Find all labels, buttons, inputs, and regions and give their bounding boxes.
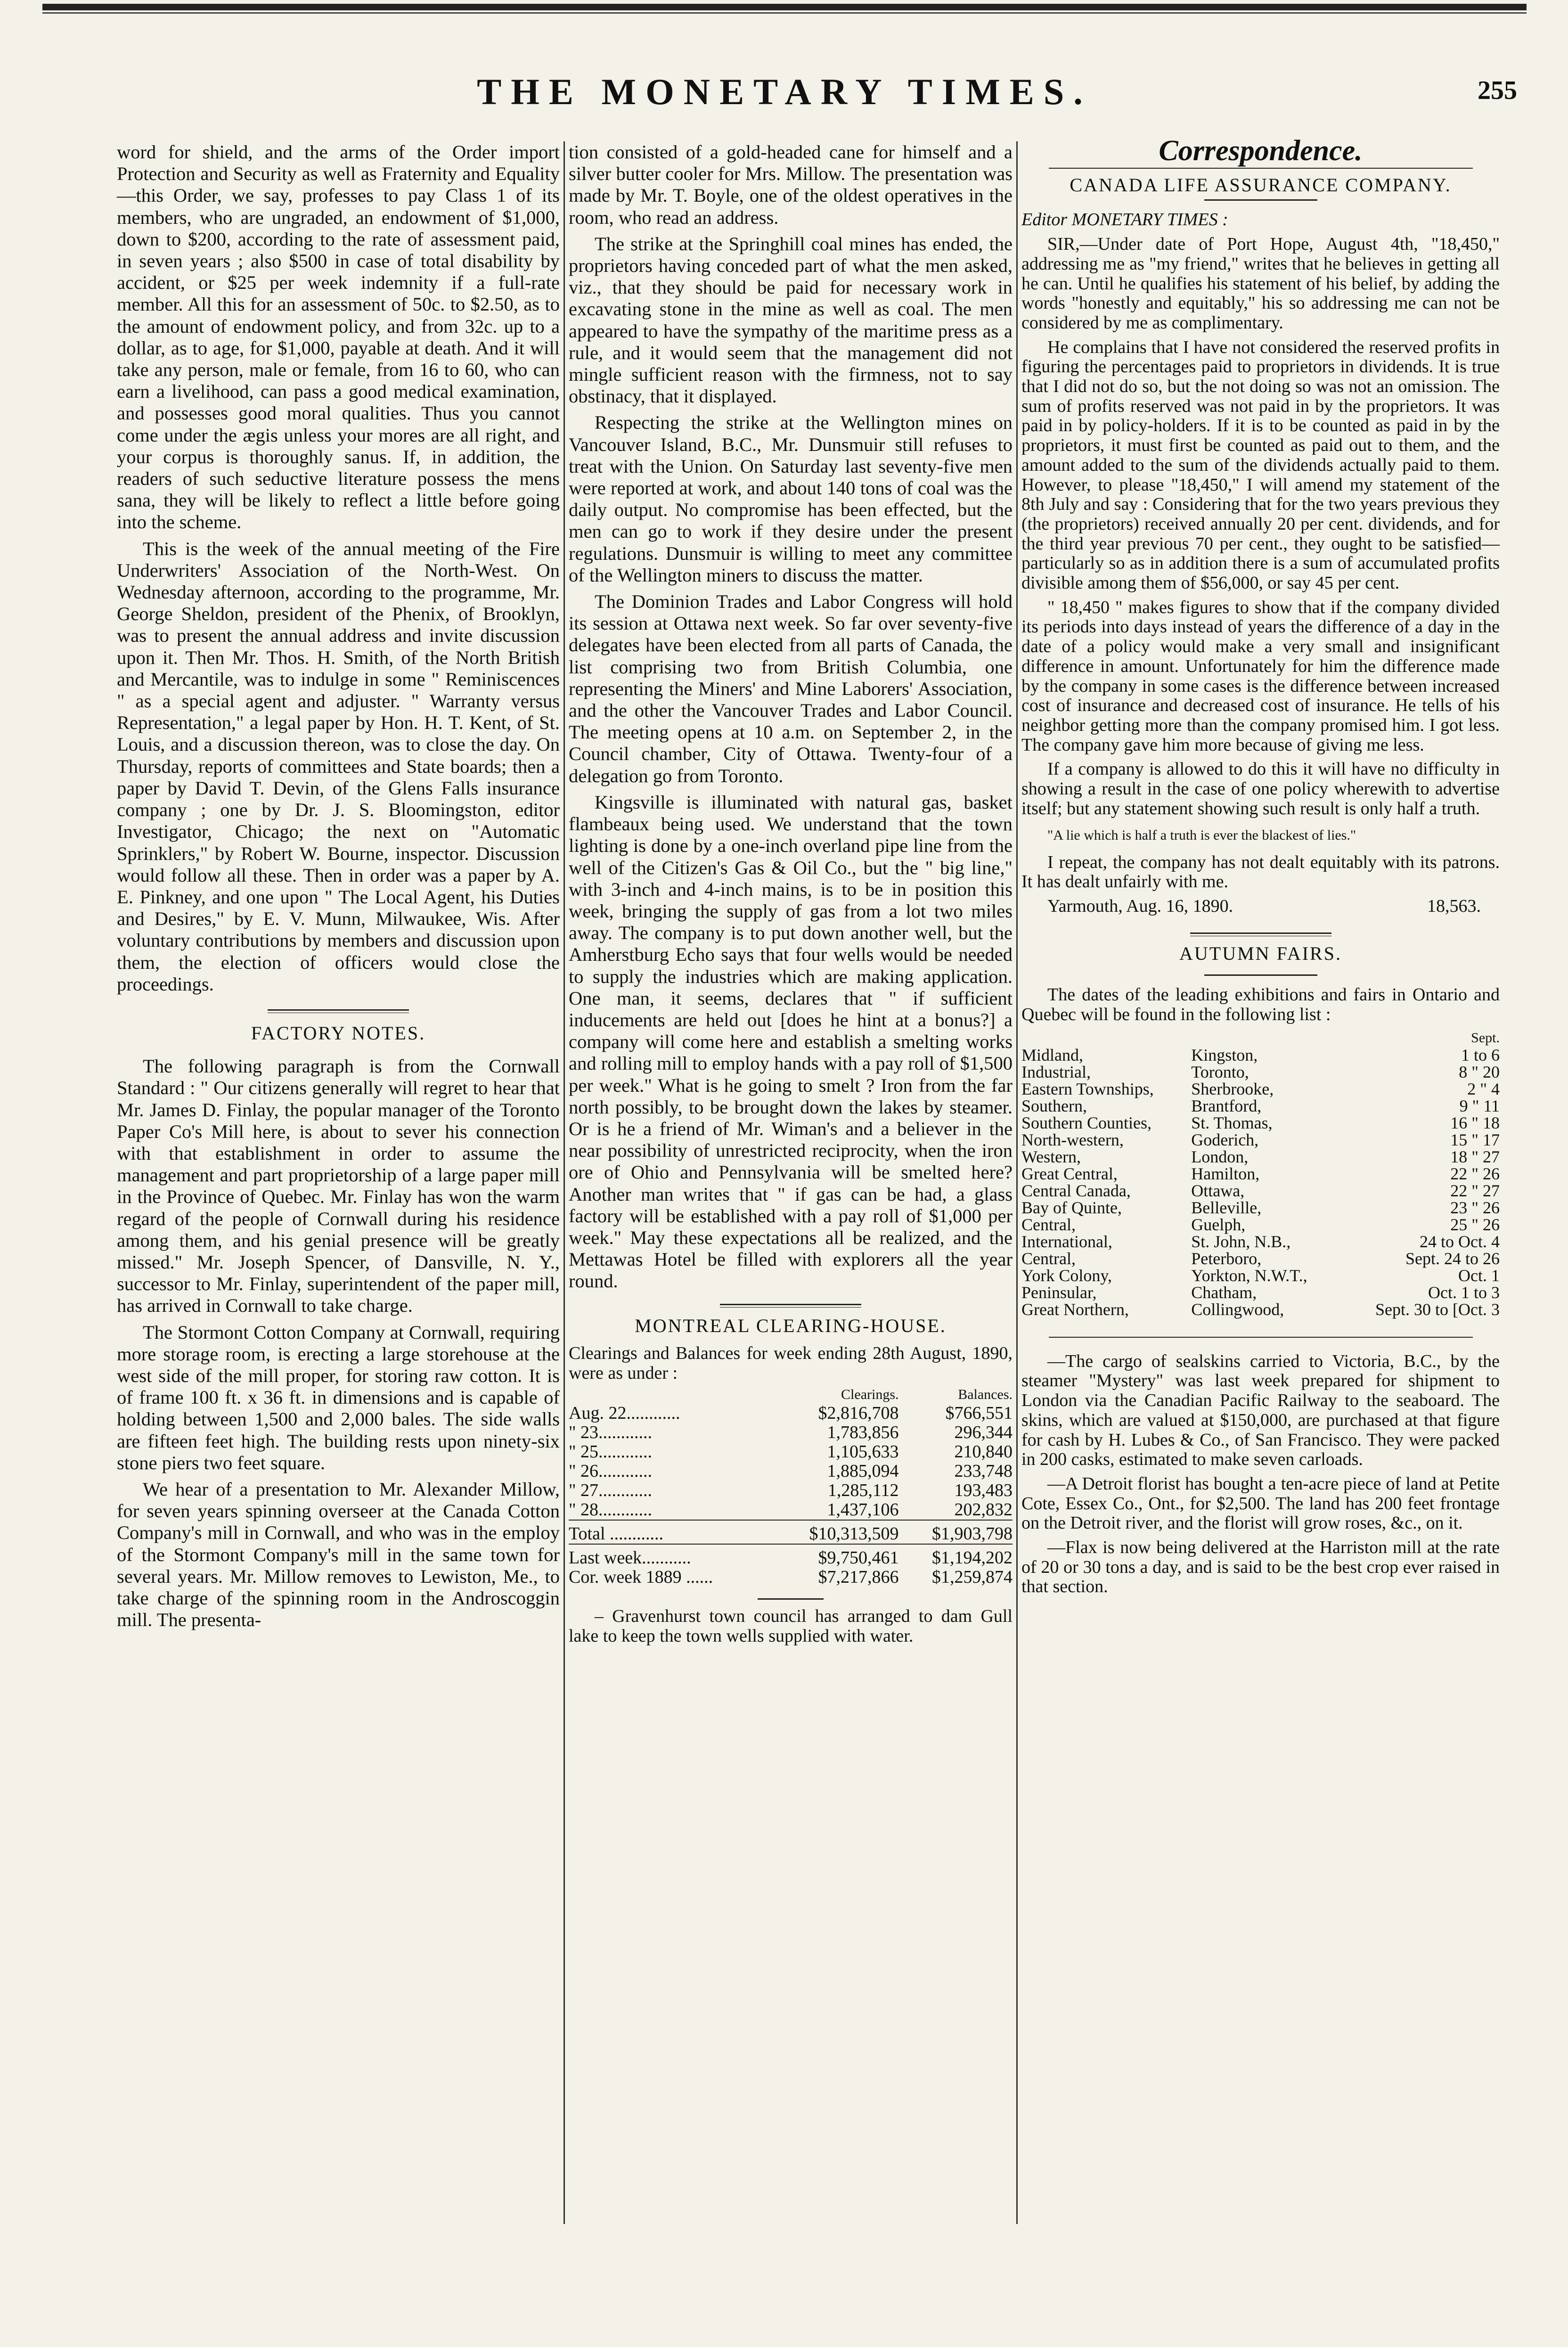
editor-salutation: Editor MONETARY TIMES : (1021, 210, 1228, 230)
fair-date: 24 to Oct. 4 (1420, 1232, 1500, 1251)
paragraph: —The cargo of sealskins carried to Victoria, B.C., by the steamer "Mystery" was last week prepared for shipment to London via the Canadian Pacific Railway to the seaboard. The skins, which are valued at $150,000, are purchased at that figure for cash by H. Lubes & Co., of San Francisco. They were packed in 200 casks, estimated to make seven carloads. (1021, 1351, 1500, 1470)
clearing-table (569, 1386, 1013, 1587)
balances-cell: 202,832 (954, 1499, 1013, 1520)
table-row (1021, 1165, 1500, 1182)
fair-date: Oct. 1 (1458, 1266, 1500, 1285)
top-border-thin-rule (42, 12, 1527, 14)
row-label: Cor. week 1889 ...... (569, 1567, 713, 1587)
signature-line (1021, 897, 1500, 916)
fair-place: Peterboro, (1191, 1249, 1262, 1268)
balances-cell: 210,840 (954, 1441, 1013, 1462)
fair-place: Yorkton, N.W.T., (1191, 1266, 1307, 1285)
balances-cell: $1,903,798 (932, 1523, 1013, 1544)
table-row (569, 1442, 1013, 1462)
fair-place: Guelph, (1191, 1215, 1246, 1234)
fair-place: Brantford, (1191, 1096, 1262, 1115)
row-label: Aug. 22............ (569, 1403, 680, 1423)
fair-name: Great Central, (1021, 1164, 1118, 1183)
fair-place: Ottawa, (1191, 1181, 1245, 1200)
row-label: " 25............ (569, 1441, 653, 1462)
table-row (1021, 1047, 1500, 1063)
section-rule (1049, 1337, 1473, 1338)
clearings-cell: $9,750,461 (818, 1547, 899, 1568)
section-rule (268, 1009, 409, 1011)
fair-name: Central Canada, (1021, 1181, 1131, 1200)
fair-date: 22 " 27 (1450, 1181, 1500, 1200)
table-row (1021, 1131, 1500, 1148)
table-row (569, 1423, 1013, 1442)
balances-cell: $1,259,874 (932, 1567, 1013, 1587)
fair-name: North-western, (1021, 1130, 1124, 1149)
fair-place: Collingwood, (1191, 1300, 1284, 1319)
table-row (569, 1481, 1013, 1500)
column-divider (1016, 141, 1018, 2224)
paragraph: If a company is allowed to do this it will have no difficulty in showing a result in the case of one policy wherewith to advertise itself; but any statement showing such result is only half a truth. (1021, 759, 1500, 818)
paragraph: SIR,—Under date of Port Hope, August 4th, "18,450," addressing me as "my friend," writes that he believes in getting all he can. Until he qualifies his statement of his belief, by adding the words "honestly and equitably," his so addressing me can not be considered by me as complimentary. (1021, 234, 1500, 333)
paragraph: tion consisted of a gold-headed cane for himself and a silver butter cooler for Mrs. Millow. The presentation was made by Mr. T. Boyle, one of the oldest operatives in the room, who read an address. (569, 141, 1013, 228)
fair-place: Goderich, (1191, 1130, 1259, 1149)
table-row (1021, 1114, 1500, 1131)
section-rule (720, 1307, 861, 1308)
table-row-total (569, 1520, 1013, 1544)
fair-name: Midland, (1021, 1045, 1083, 1064)
fair-date: 23 " 26 (1450, 1198, 1500, 1217)
fair-date: 2 " 4 (1467, 1079, 1500, 1098)
clearings-cell: 1,105,633 (827, 1441, 899, 1462)
row-label: " 26............ (569, 1461, 653, 1481)
fair-name: Southern, (1021, 1096, 1087, 1115)
top-border-rule (42, 4, 1527, 10)
fair-date: Sept. 30 to [Oct. 3 (1375, 1300, 1500, 1319)
table-row (1021, 1284, 1500, 1301)
clearing-intro: Clearings and Balances for week ending 28th August, 1890, were as under : (569, 1343, 1013, 1383)
column-1 (117, 141, 560, 1636)
paragraph: " 18,450 " makes figures to show that if the company divided its periods into days instead of years the difference of a day in the date of a policy would make a very small and insignificant difference in amount. Unfortunately for him the difference made by the company in some cases is the difference between increased cost of insurance and decreased cost of insurance. He tells of his neighbor getting more than the company promised him. I got less. The company gave him more because of giving me less. (1021, 597, 1500, 755)
fair-date: 8 " 20 (1459, 1062, 1500, 1081)
clearing-house-heading: MONTREAL CLEARING-HOUSE. (635, 1315, 947, 1336)
table-row (1021, 1233, 1500, 1250)
fair-name: Bay of Quinte, (1021, 1198, 1122, 1217)
balances-cell: $1,194,202 (932, 1547, 1013, 1568)
clearings-cell: 1,885,094 (827, 1461, 899, 1481)
section-heading: FACTORY NOTES. (251, 1022, 426, 1044)
quotation: "A lie which is half a truth is ever the blackest of lies." (1047, 827, 1356, 843)
fair-place: Toronto, (1191, 1062, 1249, 1081)
table-row (1021, 1216, 1500, 1233)
paragraph: The Stormont Cotton Company at Cornwall, requiring more storage room, is erecting a large storehouse at the west side of the mill proper, for storing raw cotton. It is of frame 100 ft. x 36 ft. in dimensions and is capable of holding between 1,500 and 2,000 bales. The side walls are fifteen feet high. The building rests upon ninety-six stone piers two feet square. (117, 1321, 560, 1473)
newspaper-title: THE MONETARY TIMES. (477, 71, 1092, 112)
column-3 (1021, 135, 1500, 1602)
fair-date: Oct. 1 to 3 (1428, 1283, 1500, 1302)
clearings-cell: $2,816,708 (818, 1403, 899, 1423)
paragraph: I repeat, the company has not dealt equitably with its patrons. It has dealt unfairly with me. (1021, 852, 1500, 892)
paragraph: He complains that I have not considered the reserved profits in figuring the percentages paid to proprietors in dividends. It is true that I did not do so, but the not doing so was not an omission. The sum of profits reserved was not paid in by the proprietors. It was paid in by policy-holders. If it is to be counted as paid in by the proprietors, it must first be counted as paid out to them, and the amount added to the sum of the dividends actually paid to them. However, to please "18,450," I will amend my statement of the 8th July and say : Considering that for the two years previous they (the proprietors) received annually 20 per cent. dividends, and for the third year previous 70 per cent., they ought to be satisfied—particularly so as in addition there is a sum of accumulated profits divisible among them of $56,000, or say 45 per cent. (1021, 337, 1500, 593)
balances-cell: 193,483 (954, 1480, 1013, 1500)
short-rule (758, 1598, 824, 1600)
clearings-cell: $10,313,509 (809, 1523, 899, 1544)
fair-name: Southern Counties, (1021, 1113, 1152, 1132)
paragraph: The dates of the leading exhibitions and fairs in Ontario and Quebec will be found in the following list : (1021, 985, 1500, 1025)
paragraph: The following paragraph is from the Cornwall Standard : " Our citizens generally will regret to hear that Mr. James D. Finlay, the popular manager of the Toronto Paper Co's Mill here, is about to sever his connection with that establishment in order to assume the management and part proprietorship of a large paper mill in the Province of Quebec. Mr. Finlay has won the warm regard of the people of Cornwall during his residence among them, and his genial presence will be greatly missed." Mr. Joseph Spencer, of Dansville, N. Y., successor to Mr. Finlay, superintendent of the paper mill, has arrived in Cornwall to take charge. (117, 1055, 560, 1317)
fair-date: 18 " 27 (1450, 1147, 1500, 1166)
fair-name: Central, (1021, 1249, 1076, 1268)
fair-name: Central, (1021, 1215, 1076, 1234)
fair-place: Chatham, (1191, 1283, 1257, 1302)
row-label: " 27............ (569, 1480, 653, 1500)
masthead (42, 71, 1527, 132)
fair-date: Sept. 24 to 26 (1405, 1249, 1500, 1268)
clearings-cell: $7,217,866 (818, 1567, 899, 1587)
fair-date: 15 " 17 (1450, 1130, 1500, 1149)
clearings-cell: 1,285,112 (827, 1480, 899, 1500)
section-heading: CANADA LIFE ASSURANCE COMPANY. (1070, 174, 1452, 196)
table-row (1021, 1182, 1500, 1199)
table-row (569, 1462, 1013, 1481)
short-rule (1204, 199, 1317, 201)
fair-place: Sherbrooke, (1191, 1079, 1274, 1098)
clearings-cell: 1,783,856 (827, 1422, 899, 1442)
fair-name: York Colony, (1021, 1266, 1112, 1285)
table-row (1021, 1250, 1500, 1267)
correspondence-heading: Correspondence. (1159, 135, 1363, 167)
fair-name: International, (1021, 1232, 1112, 1251)
column-divider (564, 141, 565, 2224)
paragraph: Kingsville is illuminated with natural gas, basket flambeaux being used. We understand that the town lighting is done by a one-inch overland pipe line from the well of the Citizen's Gas & Oil Co., but the " big line," with 3-inch and 4-inch mains, is to be in position this week, bringing the supply of gas from a lot two miles away. The company is to put down another well, but the Amherstburg Echo says that four wells would be needed to supply the industries which are making application. One man, it seems, declares that " if sufficient inducements are held out [does he hint at a bonus?] a company will come here and establish a smelting works and rolling mill to employ hands with a pay roll of $1,500 per week." What is he going to smelt ? Iron from the far north possibly, to be brought down the lakes by steamer. Or is he a friend of Mr. Wiman's and a believer in the near possibility of unrestricted reciprocity, when the iron ore of Ohio and Pennsylvania will be smelted here? Another man writes that " if gas can be had, a glass factory will be established with a pay roll of $1,000 per week." May these expectations all be realized, and the Mettawas Hotel be filled with explorers all the year round. (569, 791, 1013, 1292)
table-row (1021, 1148, 1500, 1165)
table-row (1021, 1301, 1500, 1318)
fair-name: Industrial, (1021, 1062, 1091, 1081)
fairs-table (1021, 1030, 1500, 1318)
paragraph: This is the week of the annual meeting of the Fire Underwriters' Association of the North-West. On Wednesday afternoon, according to the programme, Mr. George Sheldon, president of the Phenix, of Brooklyn, was to present the annual address and invite discussion upon it. Then Mr. Thos. H. Smith, of the North British and Mercantile, was to indulge in some " Reminiscences " as a special agent and adjuster. " Warranty versus Representation," a legal paper by Hon. H. T. Kent, of St. Louis, and a discussion thereon, was to close the day. On Thursday, reports of committees and State boards; then a paper by David T. Devin, of the Glens Falls insurance company ; one by Dr. J. S. Bloomingston, editor Investigator, Chicago; the next on "Automatic Sprinklers," by Robert W. Bourne, inspector. Discussion would follow all these. Then in order was a paper by A. E. Pinkney, and one upon " The Local Agent, his Duties and Desires," by E. V. Munn, Milwaukee, Wis. After voluntary contributions by members and discussion upon them, the election of officers would close the proceedings. (117, 538, 560, 995)
page-number: 255 (1478, 76, 1517, 105)
section-rule (1190, 932, 1331, 934)
signature-place: Yarmouth, Aug. 16, 1890. (1047, 896, 1233, 916)
paragraph: —Flax is now being delivered at the Harriston mill at the rate of 20 or 30 tons a day, and is said to be the best crop ever raised in that section. (1021, 1537, 1500, 1597)
table-row (569, 1544, 1013, 1568)
section-heading: AUTUMN FAIRS. (1179, 942, 1342, 964)
balances-cell: $766,551 (945, 1403, 1013, 1423)
signature-name: 18,563. (1427, 896, 1481, 916)
fair-place: Hamilton, (1191, 1164, 1260, 1183)
paragraph: Respecting the strike at the Wellington mines on Vancouver Island, B.C., Mr. Dunsmuir still refuses to treat with the Union. On Saturday last seventy-five men were reported at work, and about 140 tons of coal was the daily output. No compromise has been effected, but the men can go to work if they desire under the present regulations. Dunsmuir is willing to meet any committee of the Wellington miners to discuss the matter. (569, 412, 1013, 586)
table-row (569, 1500, 1013, 1520)
column-2 (569, 141, 1013, 1651)
paragraph: – Gravenhurst town council has arranged to dam Gull lake to keep the town wells supplied with water. (569, 1606, 1013, 1646)
table-row (1021, 1080, 1500, 1097)
fair-place: Kingston, (1191, 1045, 1258, 1064)
row-label: " 28............ (569, 1499, 653, 1520)
table-header-row (569, 1386, 1013, 1404)
table-row (1021, 1063, 1500, 1080)
fair-place: St. Thomas, (1191, 1113, 1273, 1132)
column-header-balances: Balances. (958, 1386, 1013, 1402)
fair-place: London, (1191, 1147, 1249, 1166)
balances-cell: 296,344 (954, 1422, 1013, 1442)
paragraph: —A Detroit florist has bought a ten-acre piece of land at Petite Cote, Essex Co., Ont., for $2,500. The land has 200 feet frontage on the Detroit river, and the florist will grow roses, &c., on it. (1021, 1473, 1500, 1533)
table-row (1021, 1199, 1500, 1216)
fair-place: Belleville, (1191, 1198, 1262, 1217)
fair-date: 16 " 18 (1450, 1113, 1500, 1132)
paragraph: The Dominion Trades and Labor Congress will hold its session at Ottawa next week. So far over seventy-five delegates have been elected from all parts of Canada, the list comprising two from British Columbia, one representing the Miners' and Mine Laborers' Association, and the other the Vancouver Trades and Labor Council. The meeting opens at 10 a.m. on September 2, in the Council chamber, City of Ottawa. Twenty-four of a delegation go from Toronto. (569, 591, 1013, 786)
row-label: Total ............ (569, 1523, 664, 1544)
sept-header: Sept. (1471, 1030, 1500, 1046)
table-row (1021, 1097, 1500, 1114)
fair-place: St. John, N.B., (1191, 1232, 1291, 1251)
table-row (1021, 1267, 1500, 1284)
column-header-clearings: Clearings. (841, 1386, 899, 1402)
table-row (569, 1568, 1013, 1587)
balances-cell: 233,748 (954, 1461, 1013, 1481)
paragraph: The strike at the Springhill coal mines has ended, the proprietors having conceded part of what the men asked, viz., that they should be paid for necessary work in excavating stone in the mine as well as coal. The men appeared to have the sympathy of the maritime press as a rule, and it would seem that the management did not mingle sufficient reason with the firmness, not to say obstinacy, that it displayed. (569, 233, 1013, 407)
paragraph: We hear of a presentation to Mr. Alexander Millow, for seven years spinning overseer at the Canada Cotton Company's mill in Cornwall, and who was in the employ of the Stormont Company's mill in the same town for several years. Mr. Millow removes to Lewiston, Me., to take charge of the spinning room in the Androscoggin mill. The presenta- (117, 1478, 560, 1631)
fair-date: 1 to 6 (1461, 1045, 1500, 1064)
paragraph: word for shield, and the arms of the Order import Protection and Security as well as Fraternity and Equality—this Order, we say, professes to pay Class 1 of its members, who are ungraded, an endowment of $1,000, down to $200, according to the rate of assessment paid, in seven years ; also $500 in case of total disability by accident, or $25 per week indemnity if a full-rate member. All this for an assessment of 50c. to $2.50, as to the amount of endowment policy, and from 32c. up to a dollar, as to age, for $1,000, payable at death. And it will take any person, male or female, from 16 to 60, who can earn a livelihood, can pass a good medical examination, and possesses good moral qualities. Thus you cannot come under the ægis unless your mores are all right, and your corpus is thoroughly sanus. If, in addition, the readers of such seductive literature possess the mens sana, they will be likely to reflect a little before going into the scheme. (117, 141, 560, 533)
section-rule (1049, 168, 1473, 169)
fair-name: Western, (1021, 1147, 1081, 1166)
fair-name: Great Northern, (1021, 1300, 1129, 1319)
fair-name: Peninsular, (1021, 1283, 1097, 1302)
row-label: Last week........... (569, 1547, 691, 1568)
section-rule (720, 1304, 861, 1305)
fair-date: 22 " 26 (1450, 1164, 1500, 1183)
table-row (569, 1404, 1013, 1423)
row-label: " 23............ (569, 1422, 653, 1442)
fair-date: 9 " 11 (1459, 1096, 1500, 1115)
fair-name: Eastern Townships, (1021, 1079, 1154, 1098)
clearings-cell: 1,437,106 (827, 1499, 899, 1520)
fair-date: 25 " 26 (1450, 1215, 1500, 1234)
short-rule (1204, 974, 1317, 976)
